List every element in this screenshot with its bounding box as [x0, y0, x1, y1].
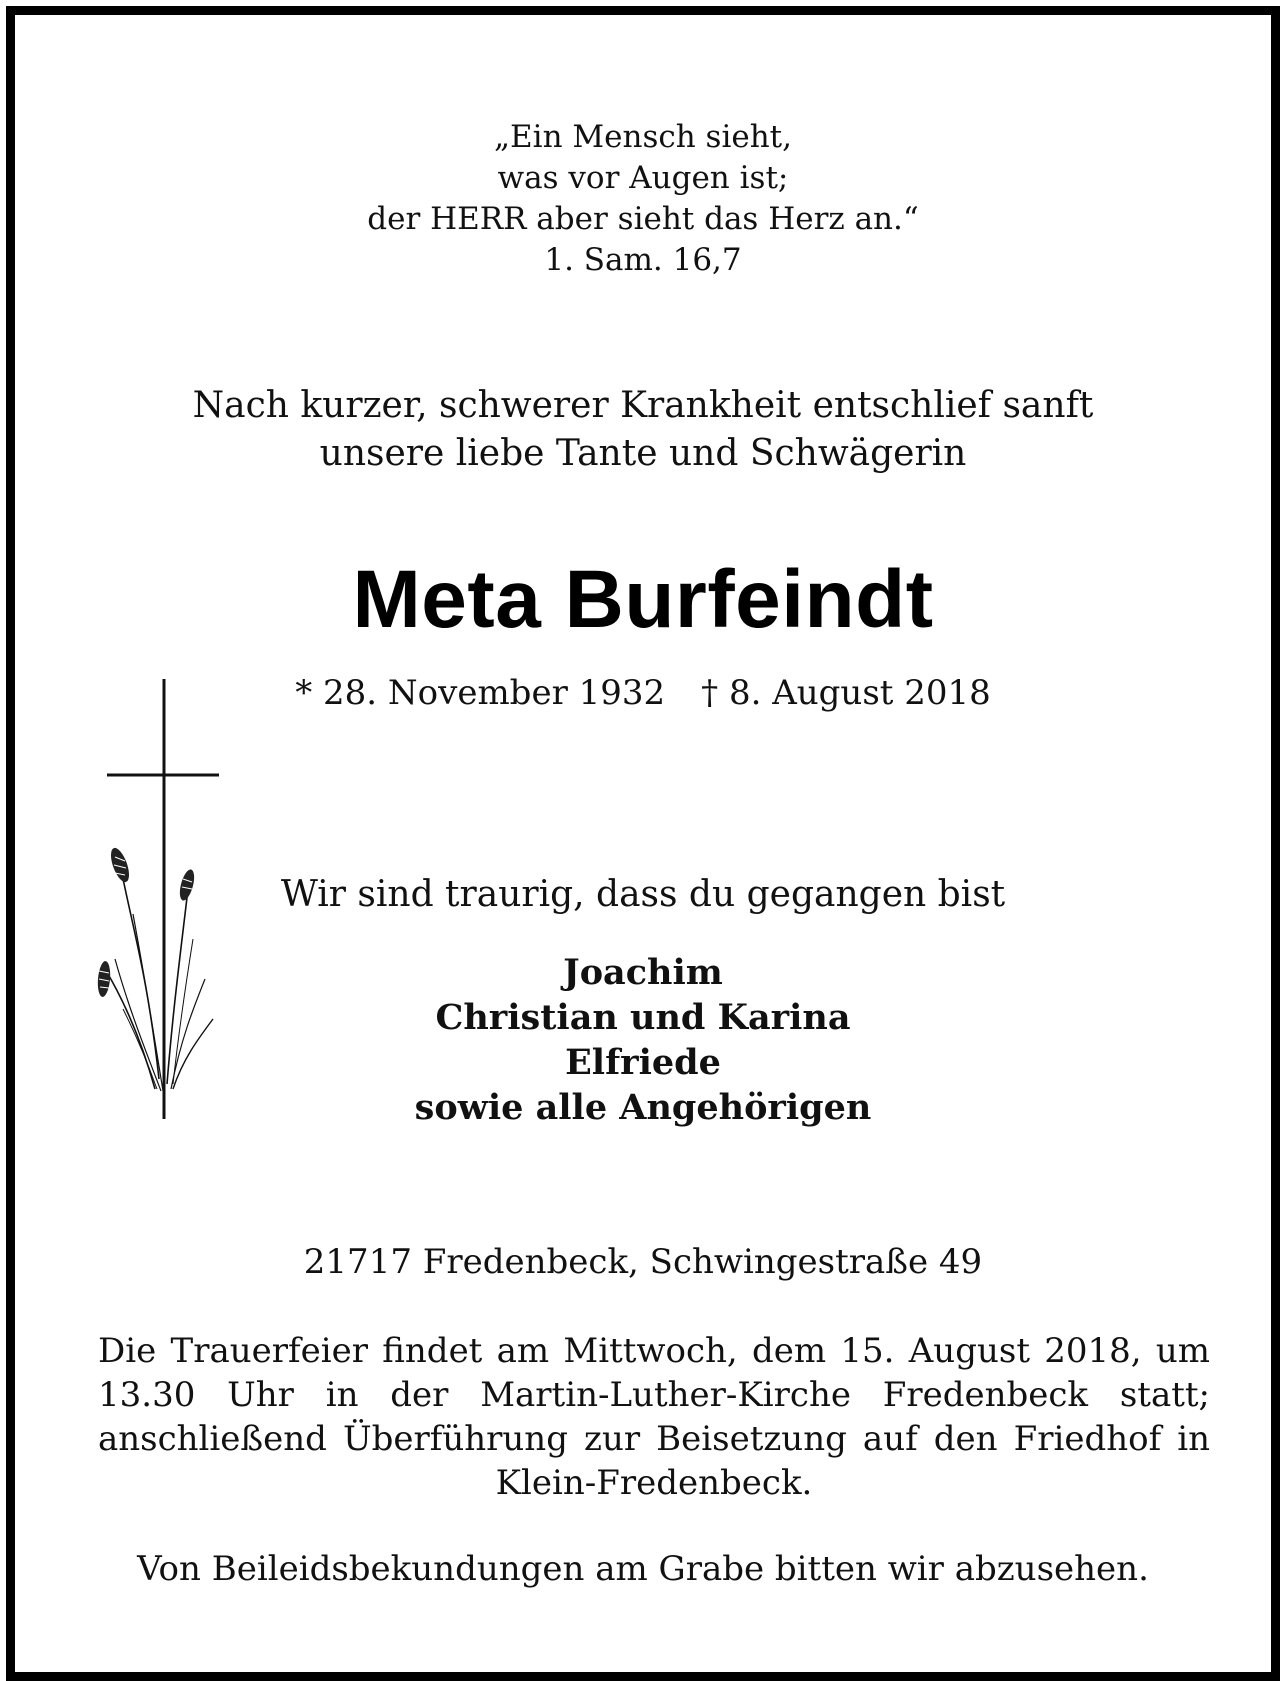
mourner-name: sowie alle Angehörigen [414, 1087, 872, 1128]
intro-line: unsere liebe Tante und Schwägerin [319, 433, 967, 474]
address: 21717 Fredenbeck, Schwingestraße 49 [303, 1242, 983, 1282]
quote-line: „Ein Mensch sieht, [493, 119, 792, 155]
mourner-name: Elfriede [565, 1042, 721, 1083]
obituary-notice [6, 6, 1280, 1681]
death-date: † 8. August 2018 [701, 673, 991, 713]
birth-date: * 28. November 1932 [295, 673, 666, 713]
intro-line: Nach kurzer, schwerer Krankheit entschlief sanft [192, 385, 1094, 426]
mourner-name: Joachim [563, 952, 723, 993]
quote-line: was vor Augen ist; [497, 160, 789, 196]
mourners-list [15, 950, 1271, 1130]
condolence-note: Von Beileidsbekundungen am Grabe bitten wir abzusehen. [137, 1549, 1149, 1589]
intro-text [15, 382, 1271, 478]
mourner-name: Christian und Karina [435, 997, 851, 1038]
quote-reference: 1. Sam. 16,7 [544, 242, 742, 278]
bible-quote [15, 117, 1271, 281]
sentiment-text: Wir sind traurig, dass du gegangen bist [280, 874, 1006, 915]
ceremony-details: Die Trauerfeier findet am Mittwoch, dem 15. August 2018, um 13.30 Uhr in der Martin-Luther-Kirche Fredenbeck statt; anschließend Überführung zur Beisetzung auf den Friedhof in Klein-Fredenbeck. [98, 1331, 1210, 1503]
deceased-name: Meta Burfeindt [352, 554, 934, 645]
quote-line: der HERR aber sieht das Herz an.“ [367, 201, 919, 237]
